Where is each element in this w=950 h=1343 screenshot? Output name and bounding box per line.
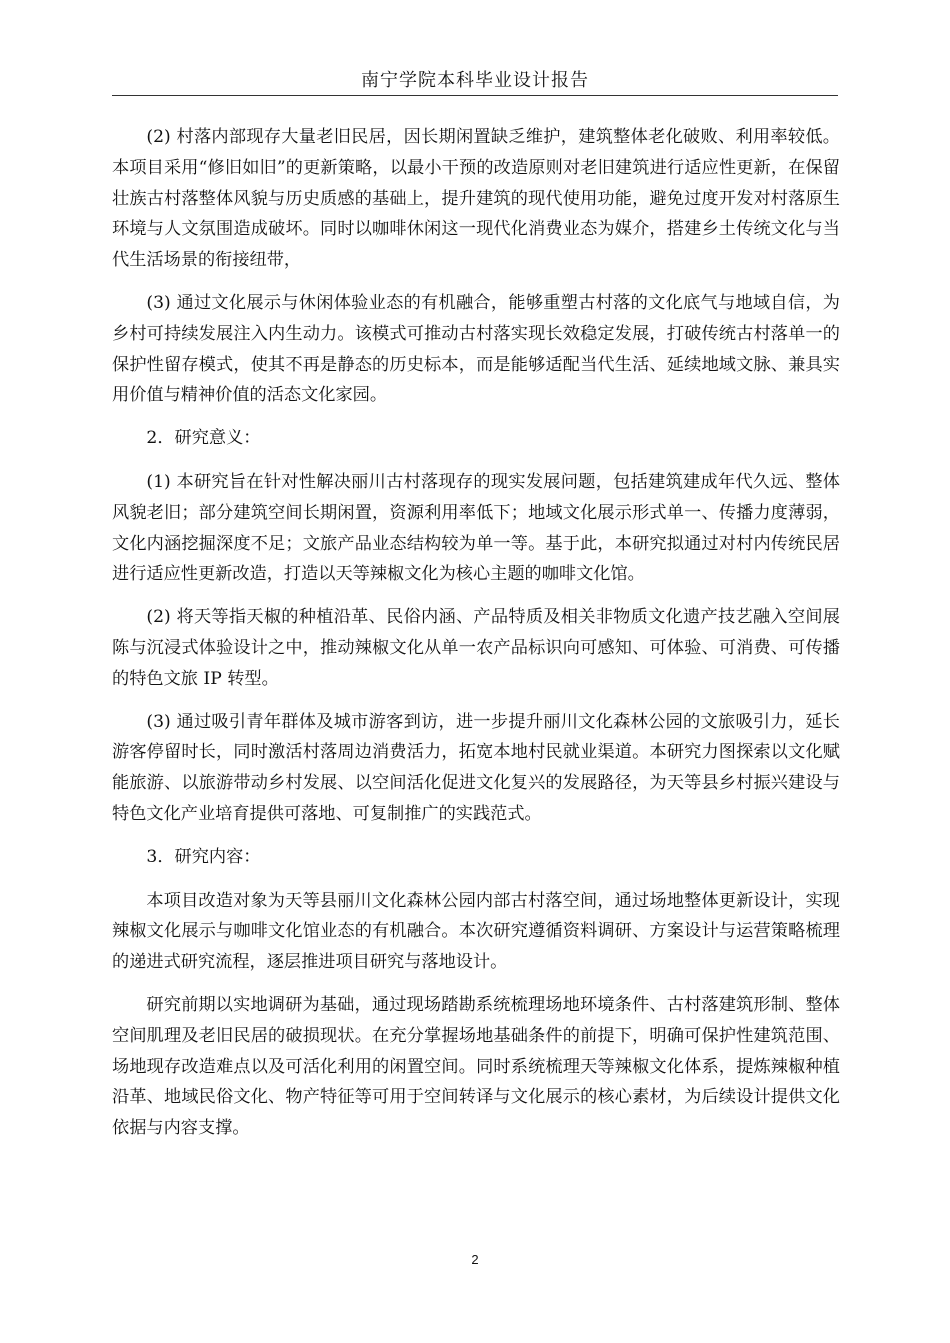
paragraph: 研究前期以实地调研为基础，通过现场踏勘系统梳理场地环境条件、古村落建筑形制、整体空间肌理及老旧民居的破损现状。在充分掌握场地基础条件的前提下，明确可保护性建筑范围、场地现存改造难点以及可活化利用的闲置空间。同时系统梳理天等辣椒文化体系，提炼辣椒种植沿革、地域民俗文化、物产特征等可用于空间转译与文化展示的核心素材，为后续设计提供文化依据与内容支撑。 xyxy=(112,994,840,1139)
body-text xyxy=(112,122,840,1156)
header-divider xyxy=(112,95,838,96)
section-heading: 2．研究意义： xyxy=(146,428,261,449)
page-number: 2 xyxy=(471,1252,479,1267)
paragraph: (2) 将天等指天椒的种植沿革、民俗内涵、产品特质及相关非物质文化遗产技艺融入空间展陈与沉浸式体验设计之中，推动辣椒文化从单一农产品标识向可感知、可体验、可消费、可传播的特色文旅 IP 转型。 xyxy=(112,607,840,689)
paragraph: (3) 通过文化展示与休闲体验业态的有机融合，能够重塑古村落的文化底气与地域自信，为乡村可持续发展注入内生动力。该模式可推动古村落实现长效稳定发展，打破传统古村落单一的保护性留存模式，使其不再是静态的历史标本，而是能够适配当代生活、延续地域文脉、兼具实用价值与精神价值的活态文化家园。 xyxy=(112,292,840,406)
paragraph: (1) 本研究旨在针对性解决丽川古村落现存的现实发展问题，包括建筑建成年代久远、整体风貌老旧；部分建筑空间长期闲置，资源利用率低下；地域文化展示形式单一、传播力度薄弱，文化内涵挖掘深度不足；文旅产品业态结构较为单一等。基于此，本研究拟通过对村内传统民居进行适应性更新改造，打造以天等辣椒文化为核心主题的咖啡文化馆。 xyxy=(112,471,840,585)
section-heading: 3．研究内容： xyxy=(146,846,261,867)
paragraph: 本项目改造对象为天等县丽川文化森林公园内部古村落空间，通过场地整体更新设计，实现辣椒文化展示与咖啡文化馆业态的有机融合。本次研究遵循资料调研、方案设计与运营策略梳理的递进式研究流程，逐层推进项目研究与落地设计。 xyxy=(112,890,840,973)
paragraph: (2) 村落内部现存大量老旧民居，因长期闲置缺乏维护，建筑整体老化破败、利用率较低。本项目采用“修旧如旧”的更新策略，以最小干预的改造原则对老旧建筑进行适应性更新，在保留壮族古村落整体风貌与历史质感的基础上，提升建筑的现代使用功能，避免过度开发对村落原生环境与人文氛围造成破坏。同时以咖啡休闲这一现代化消费业态为媒介，搭建乡土传统文化与当代生活场景的衔接纽带， xyxy=(112,127,840,271)
header-title: 南宁学院本科毕业设计报告 xyxy=(361,70,589,91)
paragraph: (3) 通过吸引青年群体及城市游客到访，进一步提升丽川文化森林公园的文旅吸引力，延长游客停留时长，同时激活村落周边消费活力，拓宽本地村民就业渠道。本研究力图探索以文化赋能旅游、以旅游带动乡村发展、以空间活化促进文化复兴的发展路径，为天等县乡村振兴建设与特色文化产业培育提供可落地、可复制推广的实践范式。 xyxy=(112,711,840,824)
